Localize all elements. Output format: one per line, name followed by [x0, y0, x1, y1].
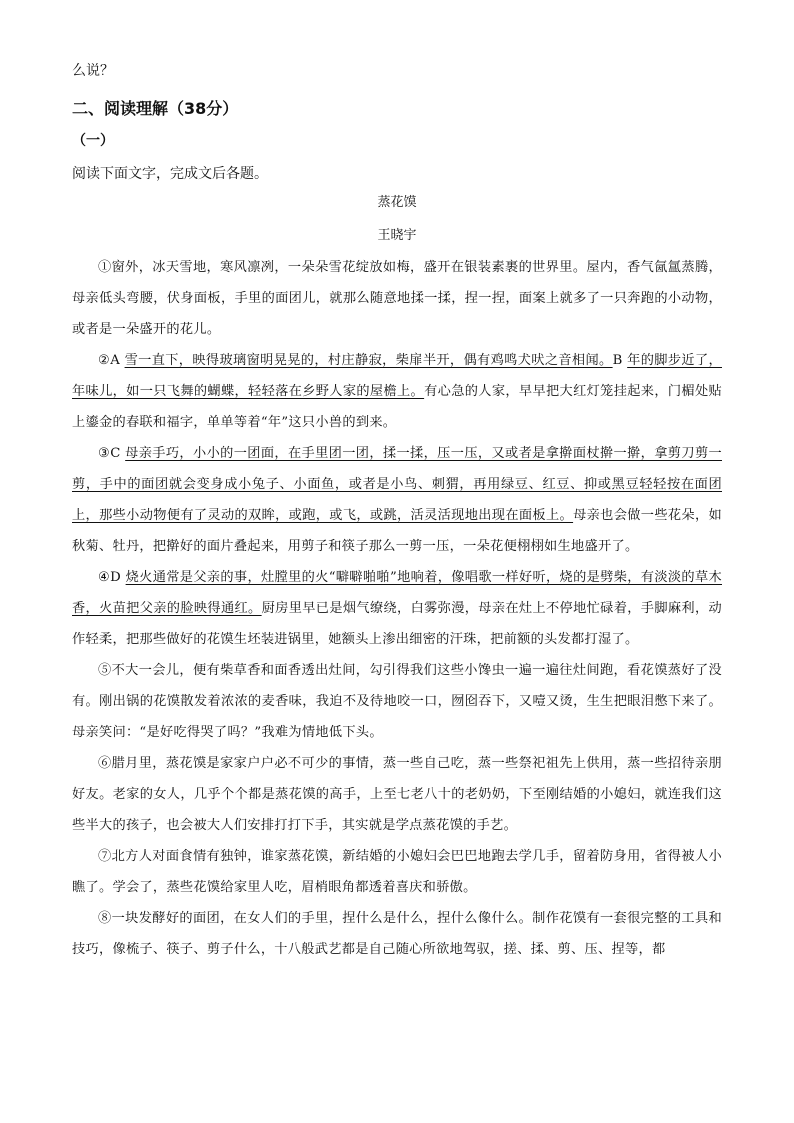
instruction-text: 阅读下面文字，完成文后各题。	[72, 166, 268, 182]
paragraph-2-label-a: ②A	[98, 353, 125, 368]
underlined-sentence-b: 年的脚步近了，年味儿，如一只飞舞的蝴蝶，轻轻落在乡野人家的屋檐上。	[72, 353, 722, 399]
article-body	[72, 252, 722, 965]
underlined-sentence-a: 雪一直下，映得玻璃窗明晃晃的，村庄静寂，柴扉半开，偶有鸡鸣犬吠之音相闻。	[124, 353, 613, 368]
paragraph-3	[72, 438, 722, 562]
article-title: 蒸花馍	[377, 195, 417, 210]
paragraph-2-rest: 有心急的人家，早早把大红灯笼挂起来，门楣处贴上鎏金的春联和福字，单单等着“年”这只小兽的到来。	[72, 384, 722, 430]
paragraph-2	[72, 345, 722, 438]
paragraph-6: ⑥腊月里，蒸花馍是家家户户必不可少的事情，蒸一些自己吃，蒸一些祭祀祖先上供用，蒸一些招待亲朋好友。老家的女人，几乎个个都是蒸花馍的高手，上至七老八十的老奶奶，下至刚结婚的小媳妇，就连我们这些半大的孩子，也会被大人们安排打打下手，其实就是学点蒸花馍的手艺。	[72, 756, 722, 833]
underlined-sentence-c: 母亲手巧，小小的一团面，在手里团一团，揉一揉，压一压，又或者是拿擀面杖擀一擀，拿剪刀剪一剪，手中的面团就会变身成小兔子、小面鱼，或者是小鸟、刺猬，再用绿豆、红豆、抑或黑豆轻轻按在面团上，那些小动物便有了灵动的双眸，或跑，或飞，或跳，活灵活现地出现在面板上。	[72, 446, 722, 523]
paragraph-7: ⑦北方人对面食情有独钟，谁家蒸花馍，新结婚的小媳妇会巴巴地跑去学几手，留着防身用，省得被人小瞧了。学会了，蒸些花馍给家里人吃，眉梢眼角都透着喜庆和骄傲。	[72, 849, 722, 895]
article-author: 王晓宇	[377, 228, 417, 243]
paragraph-4-rest: 厨房里早已是烟气缭绕，白雾弥漫，母亲在灶上不停地忙碌着，手脚麻利，动作轻柔，把那些做好的花馍生坯装进锅里，她额头上渗出细密的汗珠，把前额的头发都打湿了。	[72, 601, 723, 647]
sub-heading: （一）	[72, 133, 114, 149]
paragraph-4-label-d: ④D	[98, 570, 126, 585]
paragraph-4	[72, 562, 722, 655]
paragraph-2-label-b: B	[612, 353, 628, 368]
continued-question-text: 么说？	[72, 63, 114, 79]
paragraph-3-rest: 母亲也会做一些花朵，如秋菊、牡丹，把擀好的面片叠起来，用剪子和筷子那么一剪一压，一朵花便栩栩如生地盛开了。	[72, 508, 722, 554]
underlined-sentence-d: 烧火通常是父亲的事，灶膛里的火“噼噼啪啪”地响着，像唱歌一样好听，烧的是劈柴，有淡淡的草木香，火苗把父亲的脸映得通红。	[72, 570, 722, 616]
paragraph-1: ①窗外，冰天雪地，寒风凛冽，一朵朵雪花绽放如梅，盛开在银装素裹的世界里。屋内，香气氤氲蒸腾，母亲低头弯腰，伏身面板，手里的面团儿，就那么随意地揉一揉，捏一捏，面案上就多了一只奔跑的小动物，或者是一朵盛开的花儿。	[72, 260, 722, 337]
section-heading: 二、阅读理解（38分）	[72, 99, 239, 118]
paragraph-3-label-c: ③C	[98, 446, 126, 461]
paragraph-8: ⑧一块发酵好的面团，在女人们的手里，捏什么是什么，捏什么像什么。制作花馍有一套很完整的工具和技巧，像梳子、筷子、剪子什么，十八般武艺都是自己随心所欲地驾驭，搓、揉、剪、压、捏等，都	[72, 911, 722, 957]
paragraph-5: ⑤不大一会儿，便有柴草香和面香透出灶间，勾引得我们这些小馋虫一遍一遍往灶间跑，看花馍蒸好了没有。刚出锅的花馍散发着浓浓的麦香味，我迫不及待地咬一口，囫囵吞下，又噎又烫，生生把眼泪憋下来了。母亲笑问：“是好吃得哭了吗？”我难为情地低下头。	[72, 663, 722, 740]
